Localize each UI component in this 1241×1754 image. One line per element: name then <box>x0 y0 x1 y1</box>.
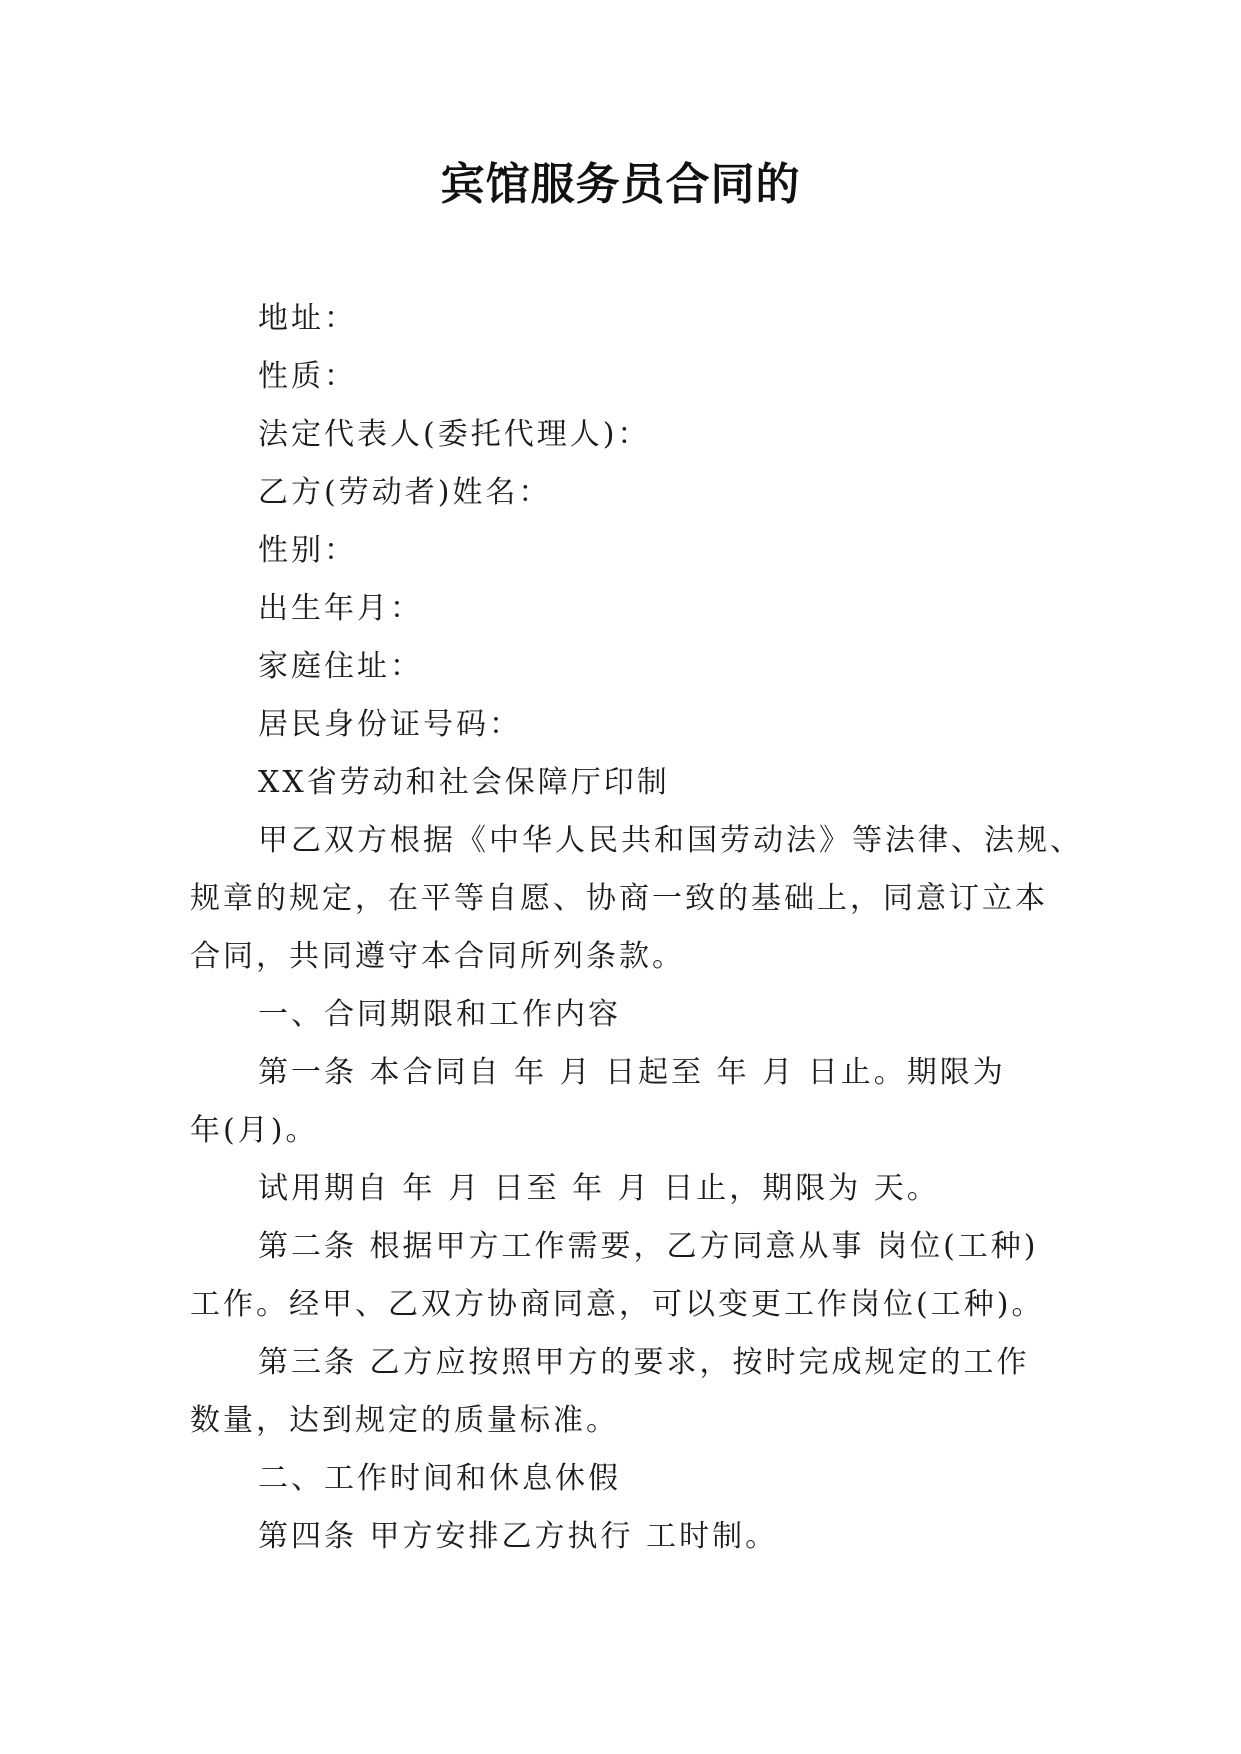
paragraph-preamble <box>190 812 1083 986</box>
field-id-number: 居民身份证号码： <box>258 707 522 742</box>
field-birth-date: 出生年月： <box>258 591 423 626</box>
paragraph-line: 工作。经甲、乙双方协商同意，可以变更工作岗位(工种)。 <box>190 1287 1045 1322</box>
paragraph-line: 年(月)。 <box>190 1113 319 1148</box>
paragraph-line: 第三条 乙方应按照甲方的要求，按时完成规定的工作 <box>258 1345 1030 1380</box>
field-nature: 性质： <box>258 359 357 394</box>
probation-clause <box>190 1160 1070 1218</box>
section-heading-2 <box>190 1450 1070 1508</box>
paragraph-line: 规章的规定，在平等自愿、协商一致的基础上，同意订立本 <box>190 881 1048 916</box>
paragraph-line: 合同，共同遵守本合同所列条款。 <box>190 939 685 974</box>
field-gender: 性别： <box>258 533 357 568</box>
article-2 <box>190 1218 1070 1334</box>
document-title: 宾馆服务员合同的 <box>440 159 801 210</box>
paragraph-line: 数量，达到规定的质量标准。 <box>190 1403 619 1438</box>
section-heading: 一、合同期限和工作内容 <box>258 997 621 1032</box>
article-3 <box>190 1334 1070 1450</box>
field-address: 地址： <box>258 301 357 336</box>
article-4 <box>190 1508 1070 1566</box>
paragraph-line: 第四条 甲方安排乙方执行 工时制。 <box>258 1519 779 1554</box>
field-home-address: 家庭住址： <box>258 649 423 684</box>
printer-note: XX省劳动和社会保障厅印制 <box>258 765 670 800</box>
field-employee-name: 乙方(劳动者)姓名： <box>258 475 552 510</box>
field-legal-representative: 法定代表人(委托代理人)： <box>258 417 651 452</box>
paragraph-line: 第一条 本合同自 年 月 日起至 年 月 日止。期限为 <box>258 1055 1006 1090</box>
article-1 <box>190 1044 1070 1160</box>
document-body <box>190 290 1083 1566</box>
section-heading-1 <box>190 986 1070 1044</box>
paragraph-line: 试用期自 年 月 日至 年 月 日止，期限为 天。 <box>258 1171 940 1206</box>
paragraph-line: 第二条 根据甲方工作需要，乙方同意从事 岗位(工种) <box>258 1229 1039 1264</box>
paragraph-line: 甲乙双方根据《中华人民共和国劳动法》等法律、法规、 <box>258 823 1083 858</box>
section-heading: 二、工作时间和休息休假 <box>258 1461 621 1496</box>
